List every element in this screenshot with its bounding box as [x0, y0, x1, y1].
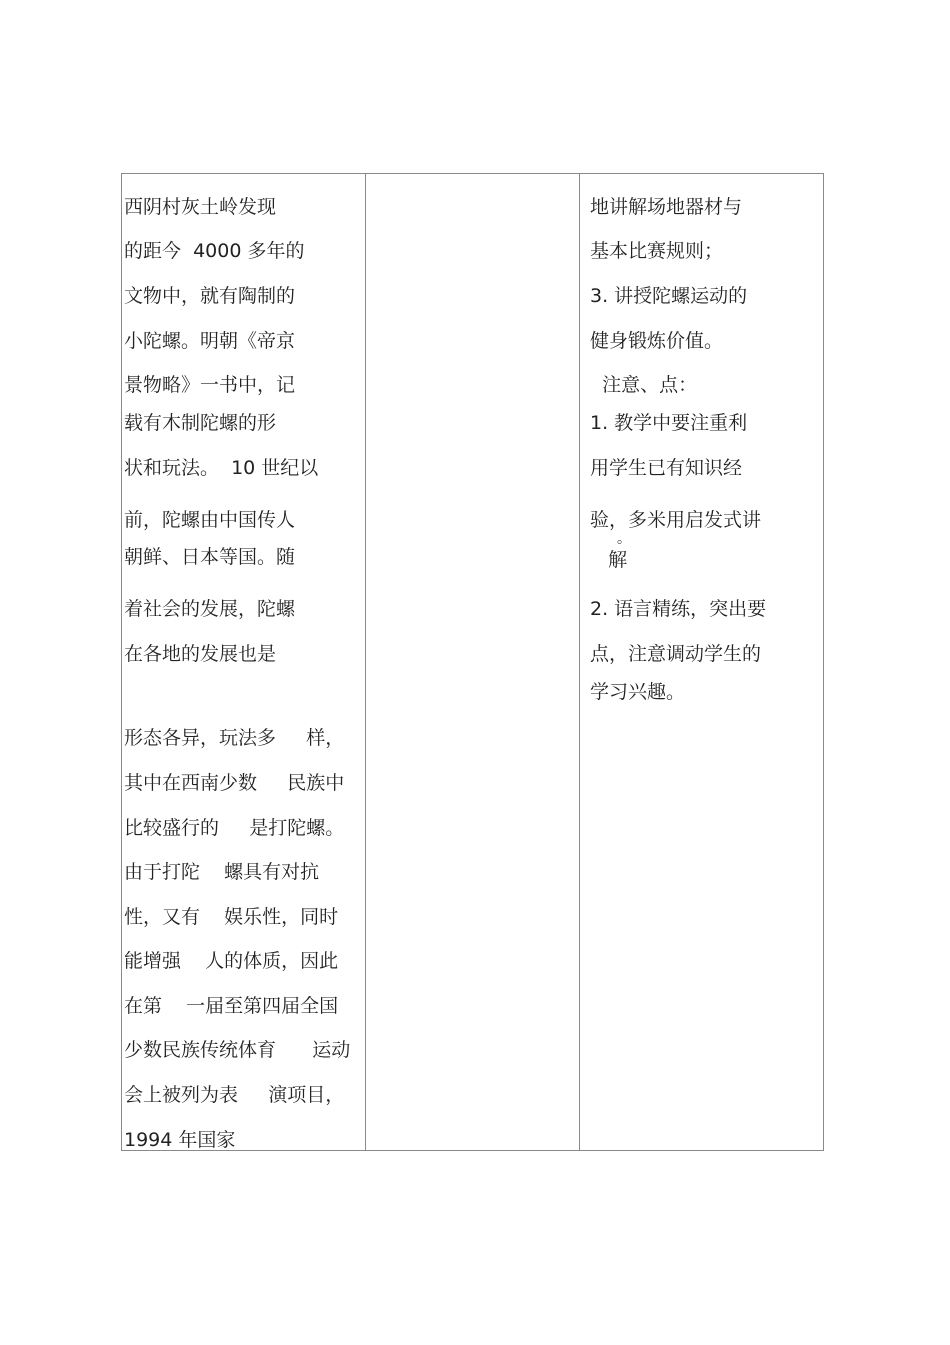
- notes-line: 用学生已有知识经: [590, 457, 743, 479]
- notes-line: 注意、点：: [590, 374, 698, 396]
- content-line: 前，陀螺由中国传人: [124, 509, 296, 531]
- notes-line: 基本比赛规则；: [590, 240, 724, 262]
- column-divider-2: [579, 174, 580, 1150]
- notes-line: 解: [590, 549, 628, 571]
- content-line: 其中在西南少数 民族中: [124, 772, 345, 794]
- content-line: 文物中，就有陶制的: [124, 285, 296, 307]
- content-line: 比较盛行的 是打陀螺。: [124, 817, 345, 839]
- notes-line: 健身锻炼价值。: [590, 330, 724, 352]
- content-line: 会上被列为表 演项目，: [124, 1084, 345, 1106]
- notes-line: 地讲解场地器材与: [590, 196, 743, 218]
- content-line: 景物略》一书中，记: [124, 374, 296, 396]
- content-line: 朝鲜、日本等国。随: [124, 546, 296, 568]
- content-line: 西阴村灰土岭发现: [124, 196, 277, 218]
- notes-line: 3. 讲授陀螺运动的: [590, 285, 748, 307]
- content-line: 小陀螺。明朝《帝京: [124, 330, 296, 352]
- content-line: 在各地的发展也是: [124, 643, 277, 665]
- content-line: 载有木制陀螺的形: [124, 412, 277, 434]
- content-line: 在第 一届至第四届全国: [124, 995, 339, 1017]
- punctuation-mark: 。: [617, 531, 631, 547]
- content-line: 少数民族传统体育 运动: [124, 1039, 351, 1061]
- content-line: 由于打陀 螺具有对抗: [124, 861, 320, 883]
- content-line: 的距今 4000 多年的: [124, 240, 305, 262]
- lesson-plan-table: [121, 173, 824, 1151]
- content-line: 1994 年国家: [124, 1129, 236, 1151]
- content-line: 着社会的发展，陀螺: [124, 598, 296, 620]
- content-line: 性，又有 娱乐性，同时: [124, 906, 339, 928]
- notes-line: 验，多米用启发式讲: [590, 509, 762, 531]
- notes-line: 1. 教学中要注重利: [590, 412, 748, 434]
- notes-line: 2. 语言精练，突出要: [590, 598, 767, 620]
- content-line: 状和玩法。 10 世纪以: [124, 457, 319, 479]
- content-line: 形态各异，玩法多 样，: [124, 727, 345, 749]
- content-line: 能增强 人的体质，因此: [124, 950, 339, 972]
- notes-line: 学习兴趣。: [590, 681, 686, 703]
- column-divider-1: [365, 174, 366, 1150]
- notes-line: 点，注意调动学生的: [590, 643, 762, 665]
